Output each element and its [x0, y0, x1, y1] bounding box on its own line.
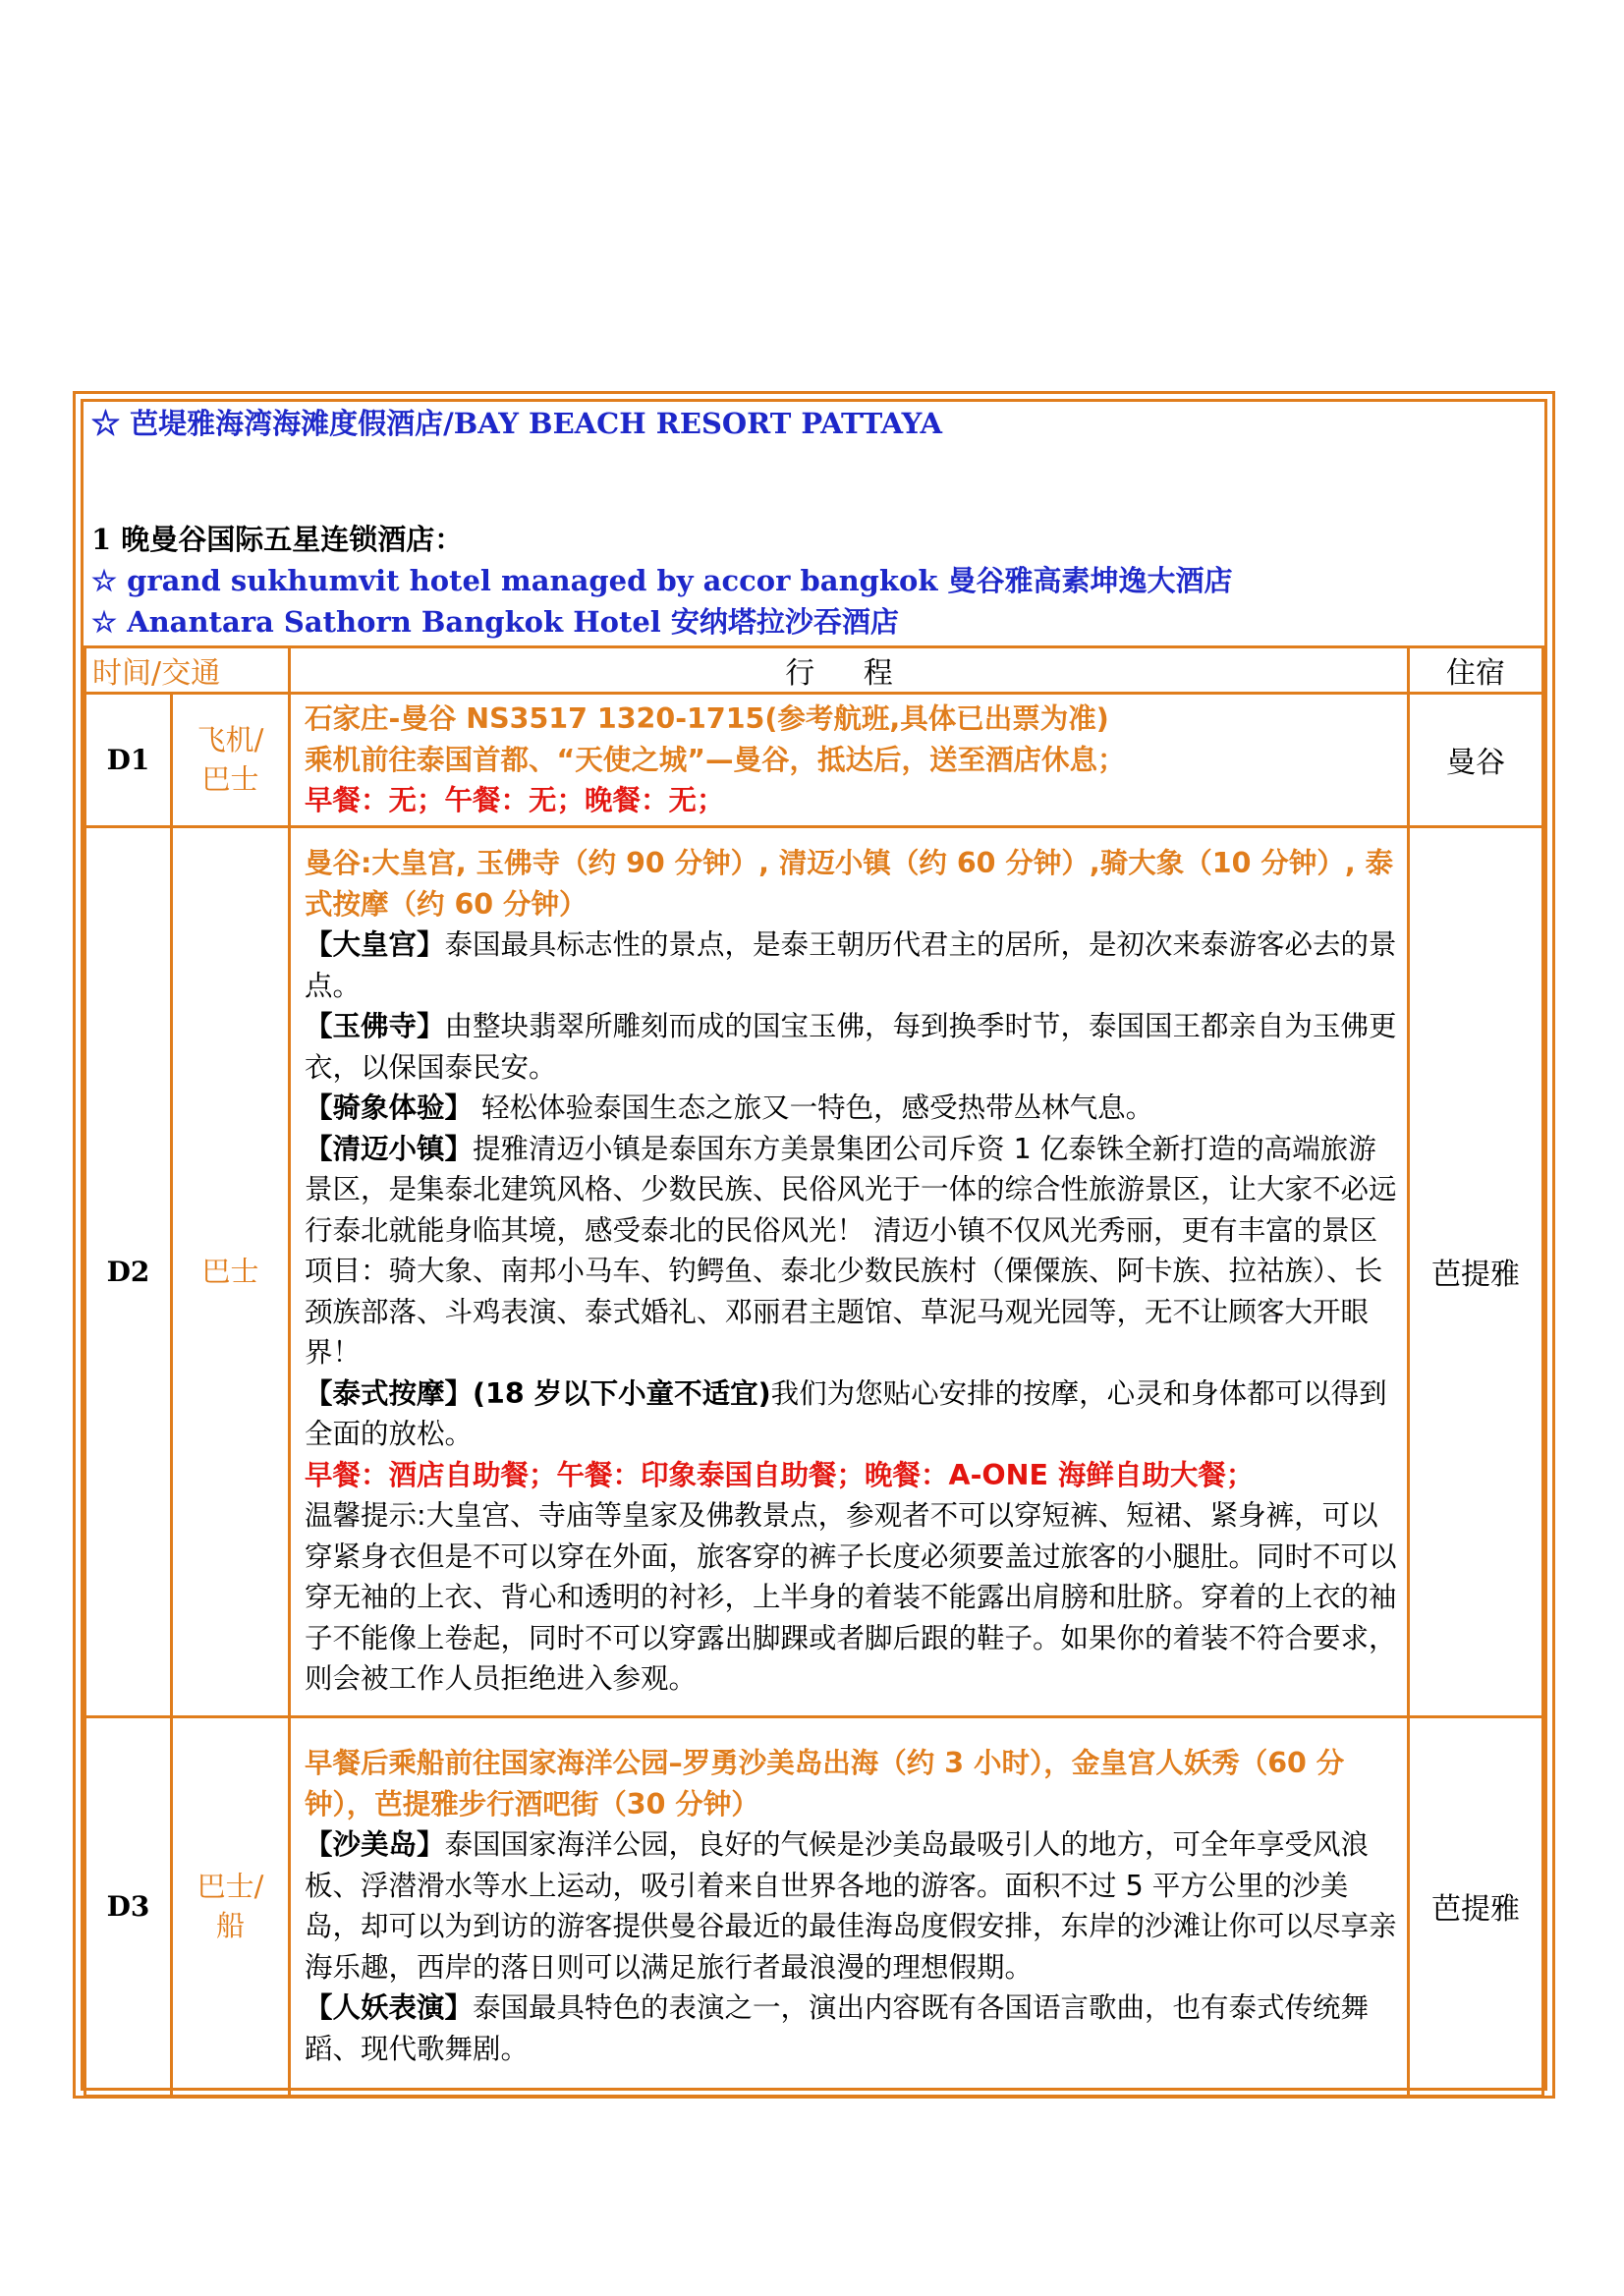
- lodging-cell: 芭提雅: [1409, 826, 1543, 1716]
- attraction-text: 泰国最具标志性的景点，是泰王朝历代君主的居所，是初次来泰游客必去的景点。: [305, 928, 1397, 1002]
- table-header-row: [85, 647, 1543, 694]
- day-content: [290, 694, 1409, 827]
- day-label: D3: [85, 1716, 172, 2097]
- day-row: [85, 826, 1543, 1716]
- hotel-anantara: ☆ Anantara Sathorn Bangkok Hotel 安纳塔拉沙吞酒店: [91, 605, 899, 639]
- lodging-cell: 芭提雅: [1409, 1716, 1543, 2097]
- day-row: [85, 1716, 1543, 2097]
- attraction-label: 【沙美岛】: [305, 1828, 445, 1862]
- day-content: [290, 826, 1409, 1716]
- transport-line: 巴士: [201, 762, 259, 797]
- itinerary-table: [84, 645, 1544, 2098]
- attraction-label: 【清迈小镇】: [305, 1132, 474, 1165]
- lodging-cell: 曼谷: [1409, 694, 1543, 827]
- attraction-item: [305, 1088, 1397, 1129]
- hotel-pattaya: ☆ 芭堤雅海湾海滩度假酒店/BAY BEACH RESORT PATTAYA: [91, 407, 942, 440]
- attraction-text: 轻松体验泰国生态之旅又一特色，感受热带丛林气息。: [473, 1092, 1154, 1125]
- header-lodging: 住宿: [1409, 647, 1543, 694]
- attraction-text: 泰国最具特色的表演之一，演出内容既有各国语言歌曲，也有泰式传统舞蹈、现代歌舞剧。: [305, 1991, 1370, 2065]
- attraction-text: 提雅清迈小镇是泰国东方美景集团公司斥资 1 亿泰铢全新打造的高端旅游景区，是集泰北建筑风格、少数民族、民俗风光于一体的综合性旅游景区，让大家不必远行泰北就能身临其境，感受泰北的民俗风光！ 清迈小镇不仅风光秀丽，更有丰富的景区项目：骑大象、南邦小马车、钓鳄鱼、泰北少数民族村（傈僳族、阿卡族、拉祜族）、长颈族部落、斗鸡表演、泰式婚礼、邓丽君主题馆、草泥马观光园等，无不让顾客大开眼界！: [305, 1132, 1397, 1370]
- attraction-label: 【骑象体验】: [305, 1092, 474, 1125]
- day-label: D1: [85, 694, 172, 827]
- transport-cell: [172, 826, 290, 1716]
- transport-line: 巴士/: [196, 1870, 264, 1904]
- transport-line: 船: [216, 1909, 246, 1943]
- day-row: [85, 694, 1543, 827]
- day-content: [290, 1716, 1409, 2097]
- attraction-label: 【大皇宫】: [305, 928, 445, 962]
- attraction-item: [305, 1373, 1397, 1455]
- transport-line: 飞机/: [196, 723, 264, 757]
- meals: 早餐：无；午餐：无；晚餐：无；: [305, 784, 725, 816]
- header-time-transport: 时间/交通: [85, 647, 290, 694]
- day-title-2: 乘机前往泰国首都、“天使之城”—曼谷，抵达后，送至酒店休息；: [305, 743, 1126, 776]
- day-label: D2: [85, 826, 172, 1716]
- itinerary-inner: [81, 399, 1547, 2091]
- attraction-item: [305, 1129, 1397, 1373]
- day-title: 曼谷:大皇宫, 玉佛寺（约 90 分钟）, 清迈小镇（约 60 分钟）,骑大象（10 分钟）, 泰式按摩（约 60 分钟）: [305, 847, 1394, 921]
- attraction-item: [305, 924, 1397, 1006]
- transport-line: 巴士: [201, 1255, 259, 1288]
- attraction-item: [305, 1988, 1397, 2069]
- attraction-label: 【泰式按摩】(18 岁以下小童不适宜): [305, 1376, 771, 1410]
- travel-tip: 温馨提示:大皇宫、寺庙等皇家及佛教景点，参观者不可以穿短裤、短裙、紧身裤，可以穿紧身衣但是不可以穿在外面，旅客穿的裤子长度必须要盖过旅客的小腿肚。同时不可以穿无袖的上衣、背心和透明的衬衫，上半身的着装不能露出肩膀和肚脐。穿着的上衣的袖子不能像上卷起，同时不可以穿露出脚踝或者脚后跟的鞋子。如果你的着装不符合要求，则会被工作人员拒绝进入参观。: [305, 1499, 1397, 1696]
- hotel-grand-sukhumvit: ☆ grand sukhumvit hotel managed by accor bangkok 曼谷雅高素坤逸大酒店: [91, 564, 1233, 597]
- attraction-text: 泰国国家海洋公园，良好的气候是沙美岛最吸引人的地方，可全年享受风浪板、浮潜滑水等水上运动，吸引着来自世界各地的游客。面积不过 5 平方公里的沙美岛，却可以为到访的游客提供曼谷最近的最佳海岛度假安排，东岸的沙滩让你可以尽享亲海乐趣，西岸的落日则可以满足旅行者最浪漫的理想假期。: [305, 1828, 1397, 1984]
- attraction-text: 由整块翡翠所雕刻而成的国宝玉佛，每到换季时节，泰国国王都亲自为玉佛更衣，以保国泰民安。: [305, 1010, 1397, 1084]
- day-title: 早餐后乘船前往国家海洋公园–罗勇沙美岛出海（约 3 小时），金皇宫人妖秀（60 分钟），芭提雅步行酒吧街（30 分钟）: [305, 1747, 1345, 1820]
- transport-cell: [172, 694, 290, 827]
- hotel-header: [84, 402, 1544, 645]
- attraction-label: 【玉佛寺】: [305, 1010, 445, 1043]
- attraction-text: 我们为您贴心安排的按摩，心灵和身体都可以得到全面的放松。: [305, 1376, 1387, 1451]
- meals: 早餐：酒店自助餐；午餐：印象泰国自助餐；晚餐：A-ONE 海鲜自助大餐；: [305, 1458, 1255, 1491]
- day-title: 石家庄-曼谷 NS3517 1320-1715(参考航班,具体已出票为准): [305, 702, 1109, 735]
- itinerary-frame: [73, 391, 1555, 2099]
- attraction-label: 【人妖表演】: [305, 1991, 474, 2025]
- bangkok-hotels-title: 1 晚曼谷国际五星连锁酒店：: [91, 523, 464, 556]
- header-itinerary: 行 程: [290, 647, 1409, 694]
- transport-cell: [172, 1716, 290, 2097]
- attraction-item: [305, 1006, 1397, 1088]
- attraction-item: [305, 1824, 1397, 1988]
